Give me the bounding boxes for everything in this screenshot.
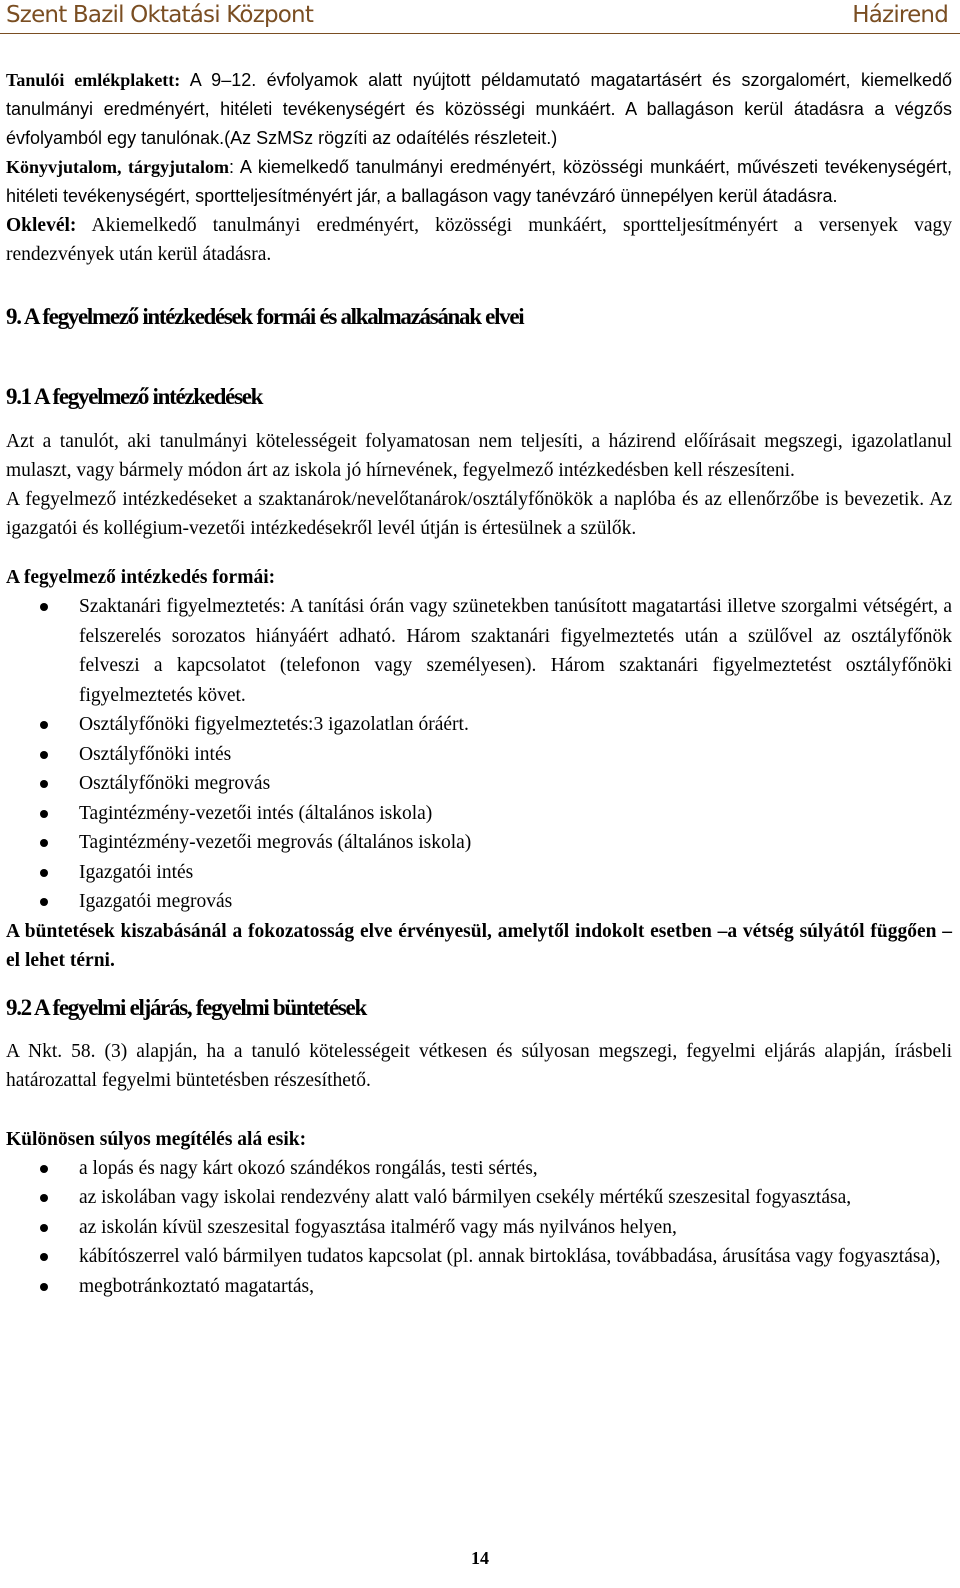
list-item-text: kábítószerrel való bármilyen tudatos kapcsolat (pl. annak birtoklása, továbbadása, árusítása vagy fogyasztása), (79, 1246, 941, 1267)
section-9-1-title: 9.1 A fegyelmező intézkedések (6, 384, 263, 409)
bullet-icon (40, 1253, 48, 1261)
page-header (0, 0, 960, 36)
text-konyvjutalom: : A kiemelkedő tanulmányi eredményért, közösségi munkáért, művészeti tevékenységért, hitéleti tevékenységért, sportteljesítményért jár, a ballagáson vagy tanévzáró ünnepélyen kerül átadásra. (6, 157, 953, 206)
list-item-text: Osztályfőnöki intés (79, 743, 232, 765)
paragraph-emlekplakett (6, 66, 952, 153)
list-item (6, 740, 952, 770)
paragraph-9-1-logging: A fegyelmező intézkedéseket a szaktanárok/nevelőtanárok/osztályfőnökök a naplóba és az ellenőrzőbe is bevezetik. Az igazgatói és kollégium-vezetői intézkedésekről levél útján is értesülnek a szülők. (6, 489, 952, 539)
page-number: 14 (471, 1548, 489, 1568)
list-item-text: Igazgatói megrovás (79, 891, 233, 912)
list-item-text: Szaktanári figyelmeztetés: A tanítási órán vagy szünetekben tanúsított magatartási illetve szorgalmi vétségért, a felszerelés sorozatos hiányáért adható. Három szaktanári figyelmeztetés után a szülővel az osztályfőnök felveszi a kapcsolatot (telefonon vagy személyesen). Három szaktanári figyelmeztetést osztályfőnöki figyelmeztetés követ. (79, 596, 952, 706)
label-oklevel: Oklevél: (6, 215, 77, 236)
bullet-icon (40, 1283, 48, 1291)
paragraph-oklevel (6, 211, 952, 269)
bullet-icon (40, 810, 48, 818)
section-9-2-title: 9.2 A fegyelmi eljárás, fegyelmi büntetések (6, 994, 366, 1020)
label-konyvjutalom: Könyvjutalom, tárgyjutalom (6, 157, 229, 177)
list-item (6, 1242, 952, 1272)
list-item (6, 858, 952, 888)
list-item-text: Igazgatói intés (79, 861, 194, 883)
serious-list (6, 1154, 952, 1302)
bullet-icon (40, 603, 48, 611)
header-document-title: Házirend (852, 2, 948, 28)
paragraph-9-1-intro: Azt a tanulót, aki tanulmányi kötelességeit folyamatosan nem teljesíti, a házirend előírásait megszegi, igazolatlanul mulaszt, vagy bármely módon árt az iskola jó hírnevének, fegyelmező intézkedésben kell részesíteni. (6, 431, 952, 481)
text-emlekplakett: A 9–12. évfolyamok alatt nyújtott példamutató magatartásért és szorgalomért, kiemelkedő tanulmányi eredményért, hitéleti tevékenységért és közösségi munkáért. A ballagáson kerül átadásra a végzős évfolyamból egy tanulónak.(Az SzMSz rögzíti az odaítélés részleteit.) (6, 70, 952, 148)
list-item-text: az iskolán kívül szeszesital fogyasztása italmérő vagy más nyilvános helyen, (79, 1216, 677, 1238)
forms-list (6, 592, 952, 917)
label-emlekplakett: Tanulói emlékplakett: (6, 70, 181, 90)
section-9-title: 9. A fegyelmező intézkedések formái és alkalmazásának elvei (6, 304, 524, 329)
paragraph-konyvjutalom (6, 153, 952, 211)
page-content (6, 66, 952, 1301)
text-oklevel: Akiemelkedő tanulmányi eredményért, közösségi munkáért, sportteljesítményért a versenyek vagy rendezvények után kerül átadásra. (6, 215, 952, 265)
bullet-icon (40, 839, 48, 847)
list-item-text: Tagintézmény-vezetői intés (általános iskola) (79, 802, 433, 824)
list-item-text: a lopás és nagy kárt okozó szándékos rongálás, testi sértés, (79, 1157, 538, 1179)
list-item (6, 1183, 952, 1213)
bullet-icon (40, 1224, 48, 1232)
bullet-icon (40, 751, 48, 759)
bullet-icon (40, 898, 48, 906)
bullet-icon (40, 869, 48, 877)
list-item-text: Osztályfőnöki figyelmeztetés:3 igazolatlan óráért. (79, 714, 469, 735)
bullet-icon (40, 780, 48, 788)
list-item (6, 592, 952, 710)
list-item (6, 828, 952, 858)
paragraph-nkt-58: A Nkt. 58. (3) alapján, ha a tanuló kötelességeit vétkesen és súlyosan megszegi, fegyelmi eljárás alapján, írásbeli határozattal fegyelmi büntetésben részesíthető. (6, 1040, 952, 1091)
serious-heading-text: Különösen súlyos megítélés alá esik: (6, 1128, 307, 1150)
list-item-text: az iskolában vagy iskolai rendezvény alatt való bármilyen csekély mértékű szeszesital fogyasztása, (79, 1187, 852, 1208)
list-item (6, 1272, 952, 1302)
bullet-icon (40, 1194, 48, 1202)
forms-heading-text: A fegyelmező intézkedés formái: (6, 567, 276, 588)
list-item (6, 710, 952, 740)
header-rule (0, 33, 960, 34)
graduality-text: A büntetések kiszabásánál a fokozatosság elve érvényesül, amelytől indokolt esetben –a vétség súlyától függően –el lehet térni. (6, 920, 952, 971)
list-item-text: Tagintézmény-vezetői megrovás (általános iskola) (79, 832, 472, 853)
list-item (6, 799, 952, 829)
list-item-text: Osztályfőnöki megrovás (79, 773, 271, 794)
list-item-text: megbotránkoztató magatartás, (79, 1275, 314, 1297)
list-item (6, 1213, 952, 1243)
list-item (6, 769, 952, 799)
list-item (6, 887, 952, 917)
bullet-icon (40, 1165, 48, 1173)
paragraph-graduality (6, 917, 952, 975)
forms-heading (6, 563, 952, 592)
list-item (6, 1154, 952, 1184)
serious-heading (6, 1125, 952, 1154)
header-institution: Szent Bazil Oktatási Központ (6, 2, 314, 28)
bullet-icon (40, 721, 48, 729)
